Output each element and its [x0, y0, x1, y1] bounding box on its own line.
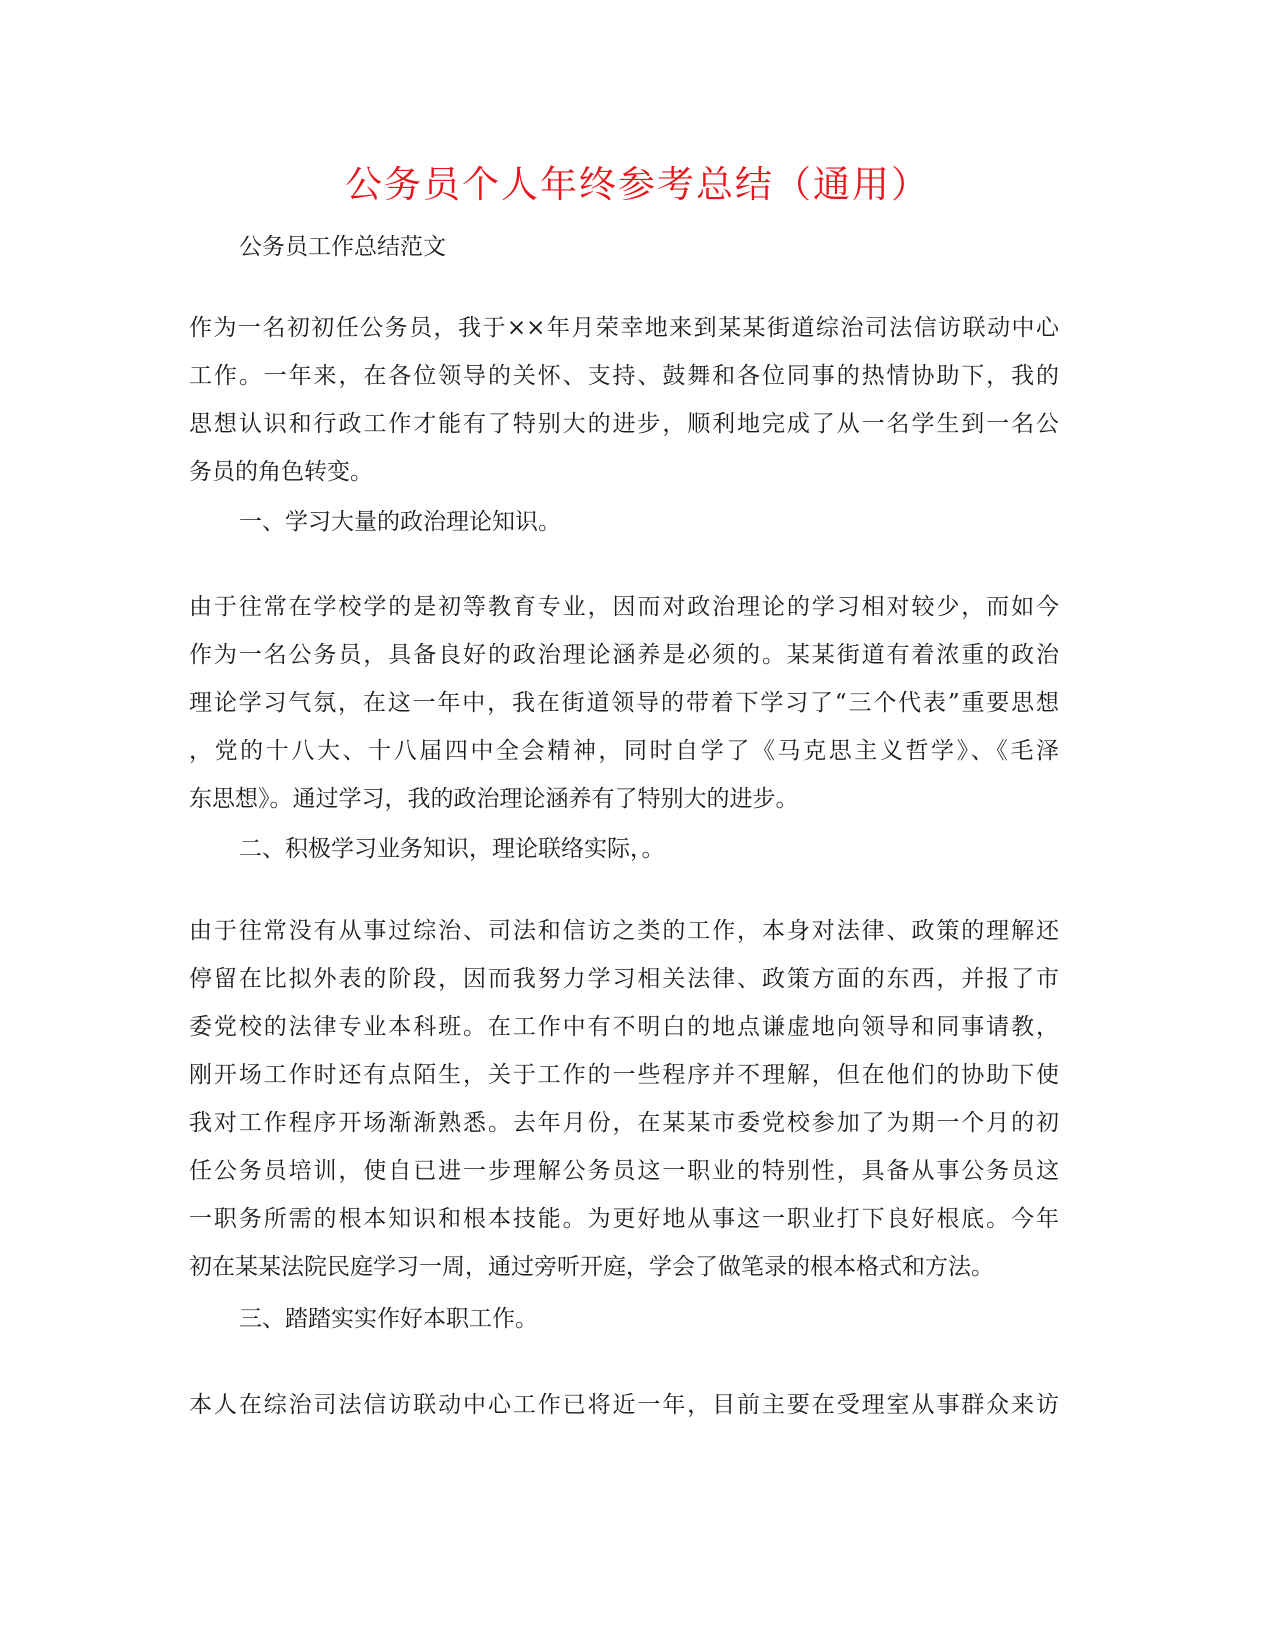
document-title: 公务员个人年终参考总结（通用）: [345, 163, 930, 206]
paragraph-line: 务员的角色转变。: [189, 459, 373, 485]
paragraph-line: 由于往常没有从事过综治、司法和信访之类的工作，本身对法律、政策的理解还: [189, 918, 1059, 944]
paragraph-line: 作为一名初初任公务员，我于××年月荣幸地来到某某街道综治司法信访联动中心: [189, 315, 1059, 341]
paragraph-line: 工作。一年来，在各位领导的关怀、支持、鼓舞和各位同事的热情协助下，我的: [189, 363, 1059, 389]
paragraph-3: [189, 907, 1059, 1291]
section-heading-2: 二、积极学习业务知识，理论联络实际，。: [239, 836, 665, 862]
paragraph-4: [189, 1381, 1059, 1429]
document-subtitle: 公务员工作总结范文: [239, 234, 446, 260]
paragraph-line: ，党的十八大、十八届四中全会精神，同时自学了《马克思主义哲学》、《毛泽: [189, 738, 1059, 764]
paragraph-1: [189, 304, 1059, 496]
paragraph-line: 初在某某法院民庭学习一周，通过旁听开庭，学会了做笔录的根本格式和方法。: [189, 1254, 994, 1280]
paragraph-line: 一职务所需的根本知识和根本技能。为更好地从事这一职业打下良好根底。今年: [189, 1206, 1059, 1232]
section-heading-1: 一、学习大量的政治理论知识。: [239, 509, 561, 535]
paragraph-line: 东思想》。通过学习，我的政治理论涵养有了特别大的进步。: [189, 786, 799, 812]
section-heading-3: 三、踏踏实实作好本职工作。: [239, 1306, 538, 1332]
paragraph-line: 作为一名公务员，具备良好的政治理论涵养是必须的。某某街道有着浓重的政治: [189, 642, 1059, 668]
paragraph-line: 思想认识和行政工作才能有了特别大的进步，顺利地完成了从一名学生到一名公: [189, 411, 1059, 437]
paragraph-line: 由于往常在学校学的是初等教育专业，因而对政治理论的学习相对较少，而如今: [189, 594, 1059, 620]
paragraph-line: 任公务员培训，使自已进一步理解公务员这一职业的特别性，具备从事公务员这: [189, 1158, 1059, 1184]
paragraph-2: [189, 583, 1059, 823]
paragraph-line: 停留在比拟外表的阶段，因而我努力学习相关法律、政策方面的东西，并报了市: [189, 966, 1059, 992]
paragraph-line: 委党校的法律专业本科班。在工作中有不明白的地点谦虚地向领导和同事请教，: [189, 1014, 1059, 1040]
paragraph-line: 理论学习气氛，在这一年中，我在街道领导的带着下学习了“三个代表”重要思想: [189, 690, 1059, 716]
paragraph-line: 刚开场工作时还有点陌生，关于工作的一些程序并不理解，但在他们的协助下使: [189, 1062, 1059, 1088]
paragraph-line: 本人在综治司法信访联动中心工作已将近一年，目前主要在受理室从事群众来访: [189, 1392, 1059, 1418]
paragraph-line: 我对工作程序开场渐渐熟悉。去年月份，在某某市委党校参加了为期一个月的初: [189, 1110, 1059, 1136]
